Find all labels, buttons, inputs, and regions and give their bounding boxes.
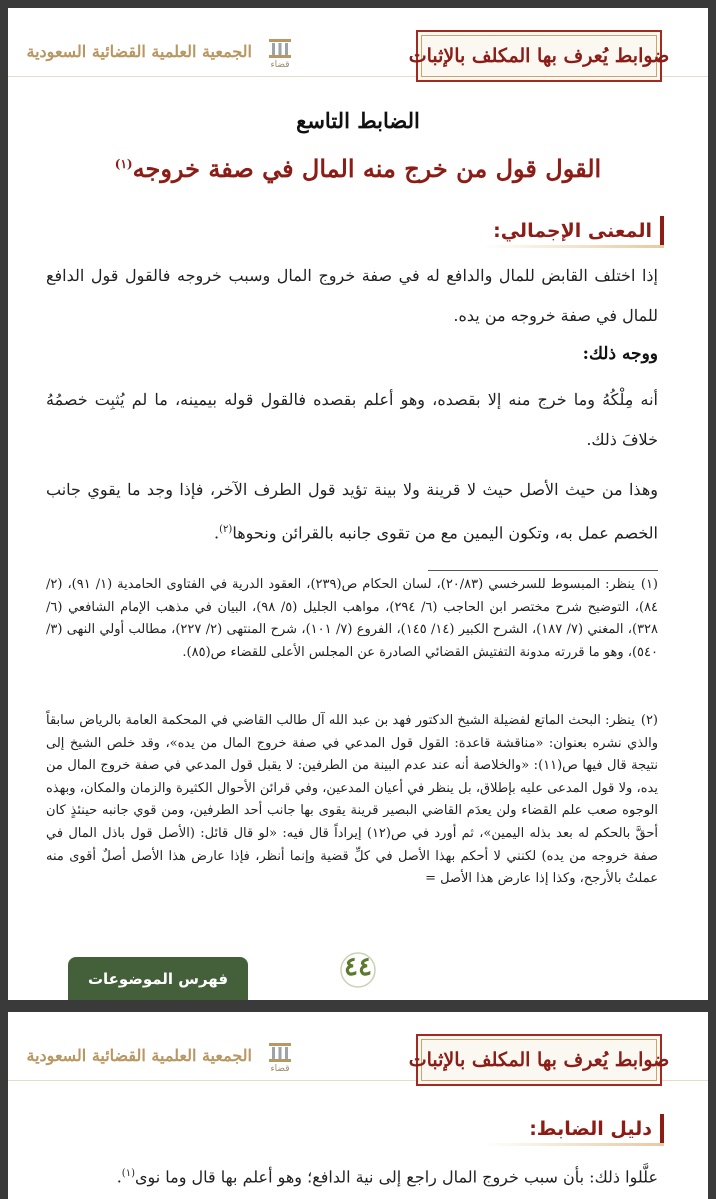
- rule-title-text: القول قول من خرج منه المال في صفة خروجه: [132, 154, 602, 183]
- table-of-contents-button[interactable]: فهرس الموضوعات: [68, 957, 248, 1000]
- seal-label: قضاء: [270, 1064, 290, 1074]
- banner-text: ضوابط يُعرف بها المكلف بالإثبات: [408, 45, 670, 67]
- general-meaning-paragraph: إذا اختلف القابض للمال والدافع له في صفة خروج المال وسبب خروجه فالقول قول الدافع للمال في صفة خروجه من يده.: [46, 266, 658, 325]
- book-title-banner: [408, 1034, 670, 1086]
- seal-label: قضاء: [270, 60, 290, 70]
- page-number-value: ٤٤: [344, 952, 372, 982]
- reason-paragraph: أنه مِلْكُهُ وما خرج منه إلا بقصده، وهو أعلم بقصده فالقول قوله بيمينه، ما لم يُثبِت خصمُهُ خلافَ ذلك.: [46, 390, 658, 449]
- book-title-banner: [408, 30, 670, 82]
- banner-text: ضوابط يُعرف بها المكلف بالإثبات: [408, 1049, 670, 1071]
- reason-heading: ووجه ذلك:: [582, 344, 658, 364]
- footnote-divider: [428, 570, 658, 571]
- evidence-paragraph: علَّلوا ذلك: بأن سبب خروج المال راجع إلى نية الدافع؛ وهو أعلم بها قال وما نوى$^{(١)}$.: [116, 1167, 658, 1187]
- section-heading-evidence: دليل الضابط:: [492, 1114, 664, 1144]
- page-header: [8, 8, 708, 77]
- footnote-ref-1[interactable]: (١): [114, 157, 133, 171]
- scales-icon: [267, 1040, 293, 1064]
- page-header: [8, 1012, 708, 1081]
- note-text: وهذا من حيث الأصل حيث لا قرينة ولا بينة تؤيد قول الطرف الآخر، فإذا وجد ما يقوي جانب الخصم عمل به، وتكون اليمين مع من تقوى جانبه بالقرائن ونحوها: [46, 480, 658, 543]
- association-logo: [26, 1040, 300, 1080]
- footnote-number: (١): [640, 577, 658, 592]
- note-paragraph: وهذا من حيث الأصل حيث لا قرينة ولا بينة تؤيد قول الطرف الآخر، فإذا وجد ما يقوي جانب الخصم عمل به، وتكون اليمين مع من تقوى جانبه بالقرائن ونحوها$^{(٢)}$.: [46, 480, 658, 543]
- footnote-ref-p2-1[interactable]: (١): [121, 1168, 135, 1179]
- footnote-2: [46, 710, 658, 891]
- rule-heading: الضابط التاسع: [296, 108, 420, 133]
- seal-icon: [260, 1040, 300, 1078]
- association-logo: [26, 36, 300, 76]
- seal-icon: [260, 36, 300, 74]
- footnote-number: (٢): [640, 713, 658, 728]
- scales-icon: [267, 36, 293, 60]
- association-name: الجمعية العلمية القضائية السعودية: [26, 1046, 252, 1065]
- footnote-ref-2[interactable]: (٢): [219, 524, 233, 535]
- association-name: الجمعية العلمية القضائية السعودية: [26, 42, 252, 61]
- document-page-44: [8, 8, 708, 1000]
- footnote-text: ينظر: البحث الماتع لفضيلة الشيخ الدكتور فهد بن عبد الله آل طالب القاضي في المحكمة العامة بالرياض سابقاً والذي نشره بعنوان: «مناقشة قاعدة: القول قول المدعي في صفة خروج المال من يده»، وقد خلص الشيخ إلى نتيجة قال فيها ص(١١): «والخلاصة أنه عند عدم البينة من الطرفين: لا يقبل قول المدعي في صفة خروج المال من يده، ولا قول المدعى عليه بإطلاق، بل ينظر في أعيان المدعين، وفي قرائن الأحوال الكثيرة والزمان والمكان، وبهذه الوجوه صعب علم القضاء ولن يعدَم القاضي البصير قرينة يقوى بها جانب أحد الطرفين، ومن قوي جانبه حينئذٍ كان أحقَّ بالحكم له بعد بذله اليمين»، ثم أورد في ص(١٢) إيراداً قال فيه: «لو قال قائل: (الأصل قول باذل المال في صفة خروجه من يده) لكنني لا أحكم بهذا الأصل في كلِّ قضية وإنما أنظر، فإذا عارض هذا الأصل أصلٌ أقوى منه عملتُ بالأرجح، وكذا إذا عارض هذا الأصل =: [46, 713, 658, 887]
- evidence-text: علَّلوا ذلك: بأن سبب خروج المال راجع إلى نية الدافع؛ وهو أعلم بها قال وما نوى: [134, 1167, 658, 1187]
- section-heading-general-meaning: المعنى الإجمالي:: [492, 216, 664, 246]
- footnote-1: [46, 574, 658, 664]
- footnote-text: ينظر: المبسوط للسرخسي (٢٠/٨٣)، لسان الحكام ص(٢٣٩)، العقود الدرية في الفتاوى الحامدية (١/ ٩١)، (٢/ ٨٤)، التوضيح شرح مختصر ابن الحاجب (٦/ ٢٩٤)، مواهب الجليل (٥/ ٩٨)، البيان في مذهب الإمام الشافعي (٦/ ٣٢٨)، المغني (٧/ ١٨٧)، الشرح الكبير (١٤/ ١٤٥)، الفروع (٧/ ١٠١)، شرح المنتهى (٢/ ٢٢٧)، مطالب أولي النهى (٣/ ٥٤٠)، وهو ما قررته مدونة التفتيش القضائي الصادرة عن المجلس الأعلى للقضاء ص(٨٥).: [46, 577, 659, 660]
- document-page-45: [8, 1012, 708, 1199]
- rule-title: [8, 154, 708, 183]
